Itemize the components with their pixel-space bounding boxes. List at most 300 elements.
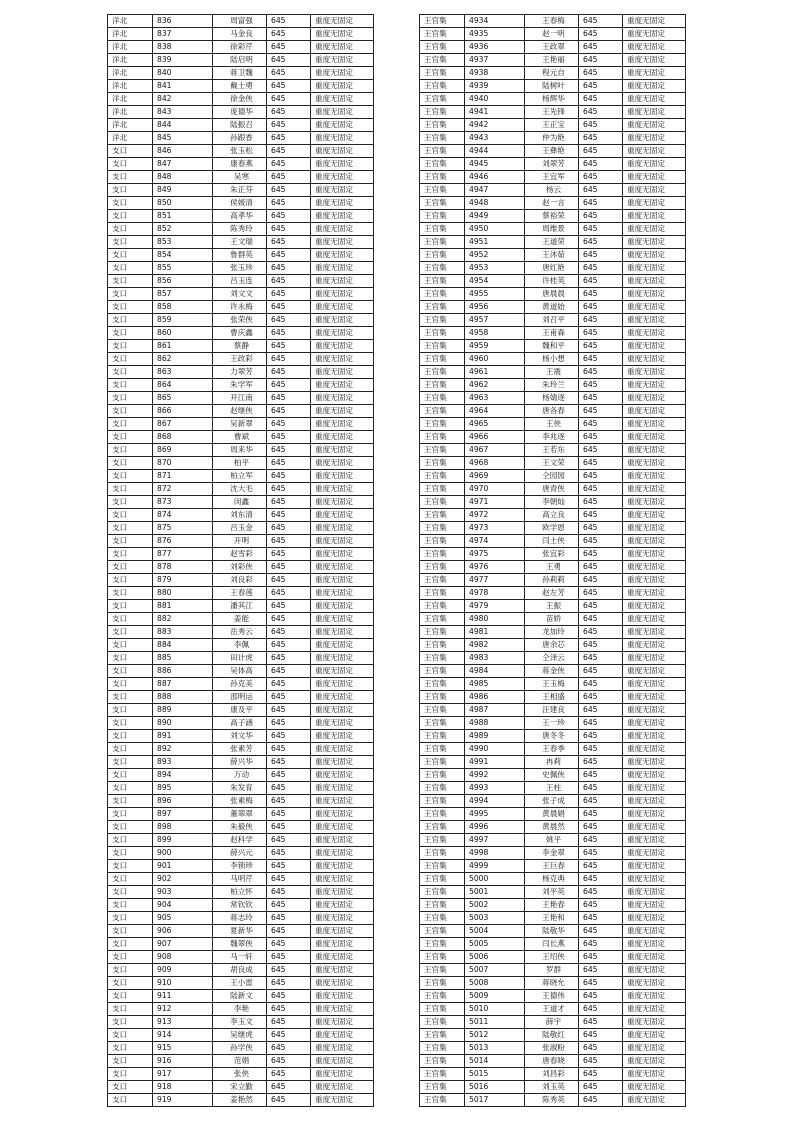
location-cell: 王官集	[420, 717, 465, 730]
table-row	[420, 496, 686, 509]
status-cell: 重度无固定	[311, 808, 374, 821]
name-cell: 曹斌	[213, 431, 267, 444]
table-row	[108, 886, 374, 899]
location-cell: 洋北	[108, 80, 153, 93]
amount-cell: 645	[267, 808, 311, 821]
table-row	[420, 1003, 686, 1016]
number-cell: 4984	[465, 665, 525, 678]
location-cell: 洋北	[108, 106, 153, 119]
table-row	[420, 327, 686, 340]
location-cell: 王官集	[420, 496, 465, 509]
table-row	[420, 899, 686, 912]
location-cell: 支口	[108, 236, 153, 249]
location-cell: 支口	[108, 977, 153, 990]
amount-cell: 645	[267, 1029, 311, 1042]
status-cell: 重度无固定	[623, 665, 686, 678]
status-cell: 重度无固定	[623, 470, 686, 483]
name-cell: 高子涵	[213, 717, 267, 730]
table-row	[108, 899, 374, 912]
table-row	[108, 41, 374, 54]
location-cell: 王官集	[420, 886, 465, 899]
location-cell: 王官集	[420, 613, 465, 626]
status-cell: 重度无固定	[311, 197, 374, 210]
name-cell: 陆敬红	[525, 1029, 579, 1042]
status-cell: 重度无固定	[623, 821, 686, 834]
number-cell: 4964	[465, 405, 525, 418]
status-cell: 重度无固定	[311, 587, 374, 600]
name-cell: 蒋金侠	[525, 665, 579, 678]
table-row	[420, 847, 686, 860]
amount-cell: 645	[579, 119, 623, 132]
number-cell: 915	[153, 1042, 213, 1055]
table-row	[108, 431, 374, 444]
name-cell: 闫士侠	[525, 535, 579, 548]
amount-cell: 645	[579, 249, 623, 262]
table-row	[420, 483, 686, 496]
number-cell: 5002	[465, 899, 525, 912]
name-cell: 李佩	[213, 639, 267, 652]
amount-cell: 645	[579, 691, 623, 704]
location-cell: 支口	[108, 886, 153, 899]
number-cell: 4988	[465, 717, 525, 730]
number-cell: 910	[153, 977, 213, 990]
name-cell: 黄晨然	[525, 821, 579, 834]
name-cell: 蔡裕荣	[525, 210, 579, 223]
amount-cell: 645	[579, 444, 623, 457]
status-cell: 重度无固定	[623, 405, 686, 418]
table-row	[420, 652, 686, 665]
status-cell: 重度无固定	[623, 1081, 686, 1094]
number-cell: 5000	[465, 873, 525, 886]
name-cell: 李兆逐	[525, 431, 579, 444]
amount-cell: 645	[579, 171, 623, 184]
status-cell: 重度无固定	[311, 743, 374, 756]
table-row	[108, 483, 374, 496]
status-cell: 重度无固定	[623, 366, 686, 379]
amount-cell: 645	[267, 977, 311, 990]
status-cell: 重度无固定	[311, 626, 374, 639]
status-cell: 重度无固定	[623, 106, 686, 119]
status-cell: 重度无固定	[311, 509, 374, 522]
number-cell: 914	[153, 1029, 213, 1042]
amount-cell: 645	[579, 509, 623, 522]
name-cell: 姚平	[525, 834, 579, 847]
table-row	[420, 249, 686, 262]
number-cell: 841	[153, 80, 213, 93]
location-cell: 王官集	[420, 457, 465, 470]
table-row	[108, 795, 374, 808]
table-row	[420, 535, 686, 548]
status-cell: 重度无固定	[311, 860, 374, 873]
amount-cell: 645	[579, 548, 623, 561]
number-cell: 5010	[465, 1003, 525, 1016]
location-cell: 王官集	[420, 392, 465, 405]
status-cell: 重度无固定	[311, 704, 374, 717]
location-cell: 洋北	[108, 41, 153, 54]
location-cell: 王官集	[420, 431, 465, 444]
location-cell: 支口	[108, 1003, 153, 1016]
location-cell: 支口	[108, 587, 153, 600]
amount-cell: 645	[267, 470, 311, 483]
amount-cell: 645	[267, 613, 311, 626]
name-cell: 唐余芯	[525, 639, 579, 652]
status-cell: 重度无固定	[623, 171, 686, 184]
number-cell: 899	[153, 834, 213, 847]
number-cell: 4981	[465, 626, 525, 639]
table-row	[108, 691, 374, 704]
location-cell: 王官集	[420, 405, 465, 418]
status-cell: 重度无固定	[311, 561, 374, 574]
location-cell: 王官集	[420, 873, 465, 886]
table-row	[420, 925, 686, 938]
amount-cell: 645	[579, 106, 623, 119]
amount-cell: 645	[579, 938, 623, 951]
amount-cell: 645	[579, 535, 623, 548]
location-cell: 支口	[108, 782, 153, 795]
location-cell: 王官集	[420, 782, 465, 795]
location-cell: 支口	[108, 860, 153, 873]
table-row	[108, 444, 374, 457]
table-row	[420, 717, 686, 730]
table-row	[420, 561, 686, 574]
number-cell: 892	[153, 743, 213, 756]
name-cell: 唐春晓	[525, 1055, 579, 1068]
amount-cell: 645	[579, 366, 623, 379]
number-cell: 4945	[465, 158, 525, 171]
number-cell: 874	[153, 509, 213, 522]
table-row	[108, 522, 374, 535]
name-cell: 马金良	[213, 28, 267, 41]
status-cell: 重度无固定	[623, 1094, 686, 1107]
status-cell: 重度无固定	[311, 366, 374, 379]
location-cell: 王官集	[420, 41, 465, 54]
amount-cell: 645	[579, 236, 623, 249]
location-cell: 王官集	[420, 483, 465, 496]
location-cell: 支口	[108, 249, 153, 262]
table-row	[420, 106, 686, 119]
number-cell: 900	[153, 847, 213, 860]
name-cell: 刘东清	[213, 509, 267, 522]
amount-cell: 645	[267, 236, 311, 249]
name-cell: 李玉文	[213, 1016, 267, 1029]
name-cell: 吴新翠	[213, 418, 267, 431]
status-cell: 重度无固定	[623, 1042, 686, 1055]
amount-cell: 645	[267, 184, 311, 197]
name-cell: 薛宇	[525, 1016, 579, 1029]
amount-cell: 645	[579, 574, 623, 587]
number-cell: 4956	[465, 301, 525, 314]
name-cell: 赵左芳	[525, 587, 579, 600]
name-cell: 苗娇	[525, 613, 579, 626]
status-cell: 重度无固定	[311, 171, 374, 184]
table-row	[108, 54, 374, 67]
number-cell: 4941	[465, 106, 525, 119]
location-cell: 王官集	[420, 288, 465, 301]
number-cell: 896	[153, 795, 213, 808]
name-cell: 孙莉莉	[525, 574, 579, 587]
table-row	[420, 236, 686, 249]
location-cell: 王官集	[420, 314, 465, 327]
name-cell: 吴体高	[213, 665, 267, 678]
name-cell: 周来华	[213, 444, 267, 457]
number-cell: 4957	[465, 314, 525, 327]
table-row	[108, 275, 374, 288]
number-cell: 863	[153, 366, 213, 379]
location-cell: 王官集	[420, 54, 465, 67]
number-cell: 917	[153, 1068, 213, 1081]
amount-cell: 645	[267, 210, 311, 223]
location-cell: 王官集	[420, 470, 465, 483]
location-cell: 支口	[108, 509, 153, 522]
amount-cell: 645	[579, 743, 623, 756]
name-cell: 仝泽云	[525, 652, 579, 665]
location-cell: 支口	[108, 535, 153, 548]
status-cell: 重度无固定	[311, 470, 374, 483]
number-cell: 4942	[465, 119, 525, 132]
number-cell: 4938	[465, 67, 525, 80]
location-cell: 王官集	[420, 769, 465, 782]
table-row	[420, 379, 686, 392]
number-cell: 4962	[465, 379, 525, 392]
status-cell: 重度无固定	[623, 782, 686, 795]
table-row	[420, 1081, 686, 1094]
name-cell: 范娟	[213, 1055, 267, 1068]
table-row	[108, 80, 374, 93]
status-cell: 重度无固定	[623, 574, 686, 587]
status-cell: 重度无固定	[623, 691, 686, 704]
location-cell: 支口	[108, 1094, 153, 1107]
name-cell: 朱学军	[213, 379, 267, 392]
number-cell: 5005	[465, 938, 525, 951]
number-cell: 4969	[465, 470, 525, 483]
location-cell: 王官集	[420, 132, 465, 145]
location-cell: 支口	[108, 548, 153, 561]
status-cell: 重度无固定	[623, 210, 686, 223]
amount-cell: 645	[579, 704, 623, 717]
amount-cell: 645	[579, 275, 623, 288]
amount-cell: 645	[579, 15, 623, 28]
number-cell: 4975	[465, 548, 525, 561]
number-cell: 842	[153, 93, 213, 106]
amount-cell: 645	[579, 379, 623, 392]
amount-cell: 645	[267, 405, 311, 418]
number-cell: 869	[153, 444, 213, 457]
name-cell: 孙跟香	[213, 132, 267, 145]
name-cell: 岳秀云	[213, 626, 267, 639]
name-cell: 姜艳然	[213, 1094, 267, 1107]
name-cell: 唐青侠	[525, 483, 579, 496]
location-cell: 王官集	[420, 509, 465, 522]
location-cell: 王官集	[420, 691, 465, 704]
number-cell: 4995	[465, 808, 525, 821]
number-cell: 4970	[465, 483, 525, 496]
location-cell: 支口	[108, 574, 153, 587]
table-row	[420, 158, 686, 171]
status-cell: 重度无固定	[623, 1003, 686, 1016]
table-row	[420, 730, 686, 743]
number-cell: 4937	[465, 54, 525, 67]
location-cell: 洋北	[108, 67, 153, 80]
name-cell: 陆启明	[213, 54, 267, 67]
table-row	[108, 574, 374, 587]
amount-cell: 645	[579, 80, 623, 93]
location-cell: 王官集	[420, 925, 465, 938]
amount-cell: 645	[267, 340, 311, 353]
amount-cell: 645	[267, 548, 311, 561]
status-cell: 重度无固定	[623, 912, 686, 925]
location-cell: 王官集	[420, 743, 465, 756]
table-row	[420, 223, 686, 236]
table-row	[108, 652, 374, 665]
status-cell: 重度无固定	[311, 522, 374, 535]
status-cell: 重度无固定	[623, 535, 686, 548]
amount-cell: 645	[267, 782, 311, 795]
amount-cell: 645	[267, 665, 311, 678]
number-cell: 843	[153, 106, 213, 119]
status-cell: 重度无固定	[623, 743, 686, 756]
amount-cell: 645	[267, 847, 311, 860]
name-cell: 柏平	[213, 457, 267, 470]
table-row	[108, 197, 374, 210]
location-cell: 王官集	[420, 561, 465, 574]
amount-cell: 645	[267, 522, 311, 535]
amount-cell: 645	[267, 197, 311, 210]
table-row	[420, 171, 686, 184]
table-row	[420, 639, 686, 652]
location-cell: 支口	[108, 639, 153, 652]
number-cell: 851	[153, 210, 213, 223]
number-cell: 876	[153, 535, 213, 548]
amount-cell: 645	[267, 132, 311, 145]
table-row	[108, 938, 374, 951]
number-cell: 919	[153, 1094, 213, 1107]
name-cell: 程元自	[525, 67, 579, 80]
table-row	[420, 548, 686, 561]
table-row	[108, 1094, 374, 1107]
number-cell: 4966	[465, 431, 525, 444]
amount-cell: 645	[579, 912, 623, 925]
table-row	[420, 314, 686, 327]
name-cell: 许桂英	[525, 275, 579, 288]
table-row	[108, 1068, 374, 1081]
right-table	[419, 14, 686, 1107]
table-row	[108, 67, 374, 80]
amount-cell: 645	[267, 392, 311, 405]
status-cell: 重度无固定	[311, 834, 374, 847]
amount-cell: 645	[579, 184, 623, 197]
name-cell: 冉莉	[525, 756, 579, 769]
amount-cell: 645	[267, 119, 311, 132]
location-cell: 支口	[108, 899, 153, 912]
table-row	[108, 977, 374, 990]
location-cell: 王官集	[420, 15, 465, 28]
name-cell: 张玉松	[213, 145, 267, 158]
status-cell: 重度无固定	[311, 119, 374, 132]
location-cell: 王官集	[420, 171, 465, 184]
name-cell: 张荣侠	[213, 314, 267, 327]
number-cell: 4994	[465, 795, 525, 808]
name-cell: 吕玉连	[213, 275, 267, 288]
table-row	[108, 288, 374, 301]
location-cell: 支口	[108, 613, 153, 626]
location-cell: 支口	[108, 964, 153, 977]
number-cell: 4946	[465, 171, 525, 184]
status-cell: 重度无固定	[311, 873, 374, 886]
status-cell: 重度无固定	[311, 1042, 374, 1055]
status-cell: 重度无固定	[623, 457, 686, 470]
location-cell: 王官集	[420, 366, 465, 379]
location-cell: 洋北	[108, 132, 153, 145]
number-cell: 4986	[465, 691, 525, 704]
location-cell: 支口	[108, 665, 153, 678]
number-cell: 866	[153, 405, 213, 418]
name-cell: 周富强	[213, 15, 267, 28]
name-cell: 蒋志玲	[213, 912, 267, 925]
number-cell: 861	[153, 340, 213, 353]
amount-cell: 645	[267, 587, 311, 600]
status-cell: 重度无固定	[623, 249, 686, 262]
name-cell: 高孝华	[213, 210, 267, 223]
name-cell: 汪建良	[525, 704, 579, 717]
location-cell: 支口	[108, 1016, 153, 1029]
status-cell: 重度无固定	[311, 54, 374, 67]
number-cell: 857	[153, 288, 213, 301]
number-cell: 853	[153, 236, 213, 249]
status-cell: 重度无固定	[311, 106, 374, 119]
table-row	[108, 392, 374, 405]
amount-cell: 645	[579, 795, 623, 808]
location-cell: 王官集	[420, 197, 465, 210]
table-row	[420, 886, 686, 899]
number-cell: 4977	[465, 574, 525, 587]
location-cell: 王官集	[420, 652, 465, 665]
name-cell: 仲为艳	[525, 132, 579, 145]
name-cell: 唐晨晨	[525, 288, 579, 301]
name-cell: 潘其江	[213, 600, 267, 613]
amount-cell: 645	[579, 314, 623, 327]
location-cell: 支口	[108, 262, 153, 275]
table-row	[420, 119, 686, 132]
number-cell: 878	[153, 561, 213, 574]
amount-cell: 645	[579, 405, 623, 418]
status-cell: 重度无固定	[623, 522, 686, 535]
status-cell: 重度无固定	[623, 145, 686, 158]
status-cell: 重度无固定	[311, 41, 374, 54]
status-cell: 重度无固定	[311, 301, 374, 314]
amount-cell: 645	[579, 28, 623, 41]
status-cell: 重度无固定	[623, 483, 686, 496]
amount-cell: 645	[267, 925, 311, 938]
location-cell: 王官集	[420, 938, 465, 951]
table-row	[108, 600, 374, 613]
number-cell: 854	[153, 249, 213, 262]
location-cell: 王官集	[420, 912, 465, 925]
location-cell: 支口	[108, 418, 153, 431]
name-cell: 董翠翠	[213, 808, 267, 821]
name-cell: 胡良成	[213, 964, 267, 977]
table-row	[108, 210, 374, 223]
status-cell: 重度无固定	[311, 964, 374, 977]
number-cell: 5016	[465, 1081, 525, 1094]
status-cell: 重度无固定	[311, 795, 374, 808]
amount-cell: 645	[579, 652, 623, 665]
status-cell: 重度无固定	[311, 67, 374, 80]
location-cell: 支口	[108, 1042, 153, 1055]
table-row	[108, 626, 374, 639]
status-cell: 重度无固定	[311, 132, 374, 145]
location-cell: 王官集	[420, 184, 465, 197]
name-cell: 王文瑞	[213, 236, 267, 249]
